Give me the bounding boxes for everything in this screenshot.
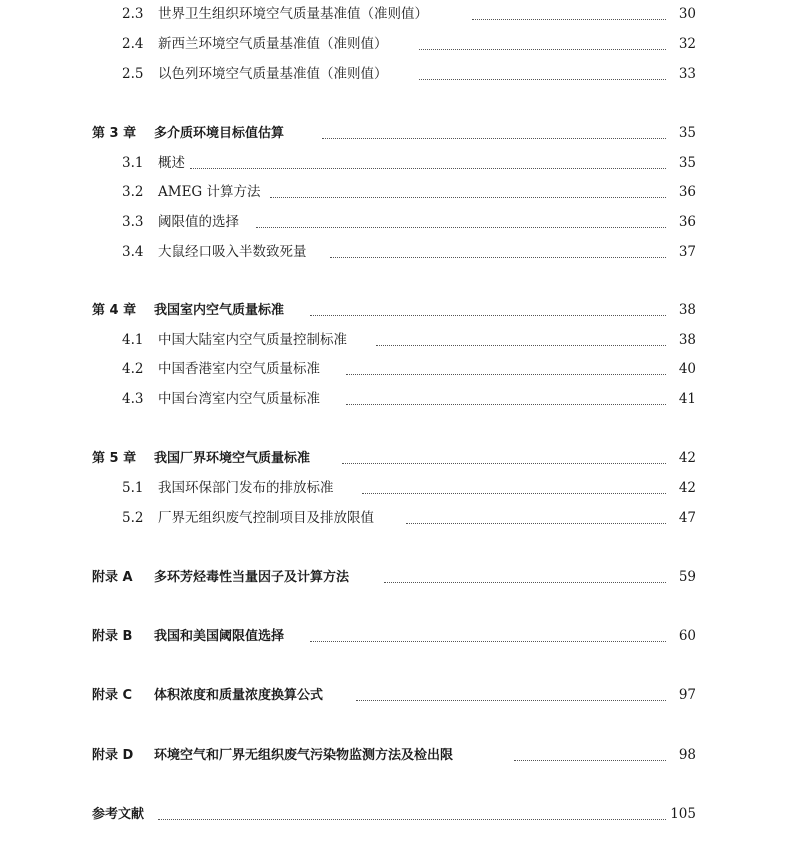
chapter-title: 我国室内空气质量标准 — [154, 303, 285, 318]
references-title: 参考文献 — [92, 807, 145, 822]
section-number: 5.1 — [122, 479, 144, 496]
dot-leader — [406, 523, 666, 524]
section-number: 3.1 — [122, 154, 144, 171]
page-number: 38 — [678, 331, 696, 348]
toc-entry-3-3[interactable] — [0, 210, 790, 232]
dot-leader — [384, 582, 666, 583]
section-title: 世界卫生组织环境空气质量基准值（准则值） — [158, 5, 428, 22]
section-title: 厂界无组织废气控制项目及排放限值 — [158, 509, 374, 526]
toc-entry-4-1[interactable] — [0, 328, 790, 350]
page-number: 37 — [678, 243, 696, 260]
toc-entry-chapter-3[interactable] — [0, 121, 790, 143]
toc-entry-appendix-a[interactable] — [0, 565, 790, 587]
toc-entry-appendix-b[interactable] — [0, 624, 790, 646]
page-number: 30 — [678, 5, 696, 22]
section-title: 大鼠经口吸入半数致死量 — [158, 243, 307, 260]
page-number: 59 — [678, 568, 696, 585]
toc-entry-appendix-d[interactable] — [0, 743, 790, 765]
page-number: 41 — [678, 390, 696, 407]
page-number: 42 — [678, 449, 696, 466]
dot-leader — [256, 227, 666, 228]
appendix-label: 附录 B — [92, 629, 133, 644]
section-number: 4.3 — [122, 390, 144, 407]
page-number: 36 — [678, 213, 696, 230]
toc-entry-chapter-4[interactable] — [0, 298, 790, 320]
toc-entry-2-5[interactable] — [0, 62, 790, 84]
toc-entry-4-2[interactable] — [0, 357, 790, 379]
section-number: 2.3 — [122, 5, 144, 22]
appendix-title: 多环芳烃毒性当量因子及计算方法 — [154, 570, 350, 585]
section-title: 新西兰环境空气质量基准值（准则值） — [158, 35, 388, 52]
appendix-label: 附录 C — [92, 688, 133, 703]
dot-leader — [310, 315, 666, 316]
dot-leader — [158, 819, 666, 820]
toc-entry-5-2[interactable] — [0, 506, 790, 528]
chapter-title: 多介质环境目标值估算 — [154, 126, 285, 141]
dot-leader — [472, 19, 666, 20]
dot-leader — [346, 374, 666, 375]
page-number: 40 — [678, 360, 696, 377]
section-title: 以色列环境空气质量基准值（准则值） — [158, 65, 388, 82]
page-number: 42 — [678, 479, 696, 496]
toc-entry-chapter-5[interactable] — [0, 446, 790, 468]
dot-leader — [356, 700, 666, 701]
chapter-number: 第 4 章 — [92, 303, 137, 318]
page-number: 38 — [678, 301, 696, 318]
page-number: 35 — [678, 154, 696, 171]
section-number: 3.2 — [122, 183, 144, 200]
dot-leader — [322, 138, 666, 139]
page-number: 105 — [670, 805, 696, 822]
section-title: AMEG 计算方法 — [158, 183, 261, 200]
section-title: 中国大陆室内空气质量控制标准 — [158, 331, 347, 348]
dot-leader — [342, 463, 666, 464]
section-title: 中国台湾室内空气质量标准 — [158, 390, 320, 407]
appendix-title: 体积浓度和质量浓度换算公式 — [154, 688, 324, 703]
page-number: 47 — [678, 509, 696, 526]
appendix-label: 附录 D — [92, 748, 134, 763]
toc-entry-references[interactable] — [0, 802, 790, 824]
section-number: 4.2 — [122, 360, 144, 377]
chapter-title: 我国厂界环境空气质量标准 — [154, 451, 311, 466]
chapter-number: 第 5 章 — [92, 451, 137, 466]
page-number: 60 — [678, 627, 696, 644]
appendix-title: 我国和美国阈限值选择 — [154, 629, 285, 644]
page-number: 35 — [678, 124, 696, 141]
section-number: 2.4 — [122, 35, 144, 52]
dot-leader — [330, 257, 666, 258]
chapter-number: 第 3 章 — [92, 126, 137, 141]
page-number: 36 — [678, 183, 696, 200]
toc-entry-appendix-c[interactable] — [0, 683, 790, 705]
section-number: 3.3 — [122, 213, 144, 230]
section-number: 5.2 — [122, 509, 144, 526]
toc-entry-3-4[interactable] — [0, 240, 790, 262]
dot-leader — [346, 404, 666, 405]
section-title: 中国香港室内空气质量标准 — [158, 360, 320, 377]
toc-entry-2-3[interactable] — [0, 2, 790, 24]
appendix-title: 环境空气和厂界无组织废气污染物监测方法及检出限 — [154, 748, 454, 763]
section-title: 我国环保部门发布的排放标准 — [158, 479, 334, 496]
dot-leader — [190, 168, 666, 169]
dot-leader — [310, 641, 666, 642]
dot-leader — [362, 493, 666, 494]
section-number: 2.5 — [122, 65, 144, 82]
section-title: 阈限值的选择 — [158, 213, 239, 230]
page-number: 98 — [678, 746, 696, 763]
appendix-label: 附录 A — [92, 570, 133, 585]
toc-entry-4-3[interactable] — [0, 387, 790, 409]
section-number: 4.1 — [122, 331, 144, 348]
toc-entry-5-1[interactable] — [0, 476, 790, 498]
toc-entry-2-4[interactable] — [0, 32, 790, 54]
section-title: 概述 — [158, 154, 185, 171]
dot-leader — [376, 345, 666, 346]
page-number: 32 — [678, 35, 696, 52]
section-number: 3.4 — [122, 243, 144, 260]
dot-leader — [419, 79, 666, 80]
dot-leader — [270, 197, 666, 198]
page-number: 33 — [678, 65, 696, 82]
toc-entry-3-2[interactable] — [0, 180, 790, 202]
dot-leader — [514, 760, 666, 761]
page-number: 97 — [678, 686, 696, 703]
toc-entry-3-1[interactable] — [0, 151, 790, 173]
dot-leader — [419, 49, 666, 50]
